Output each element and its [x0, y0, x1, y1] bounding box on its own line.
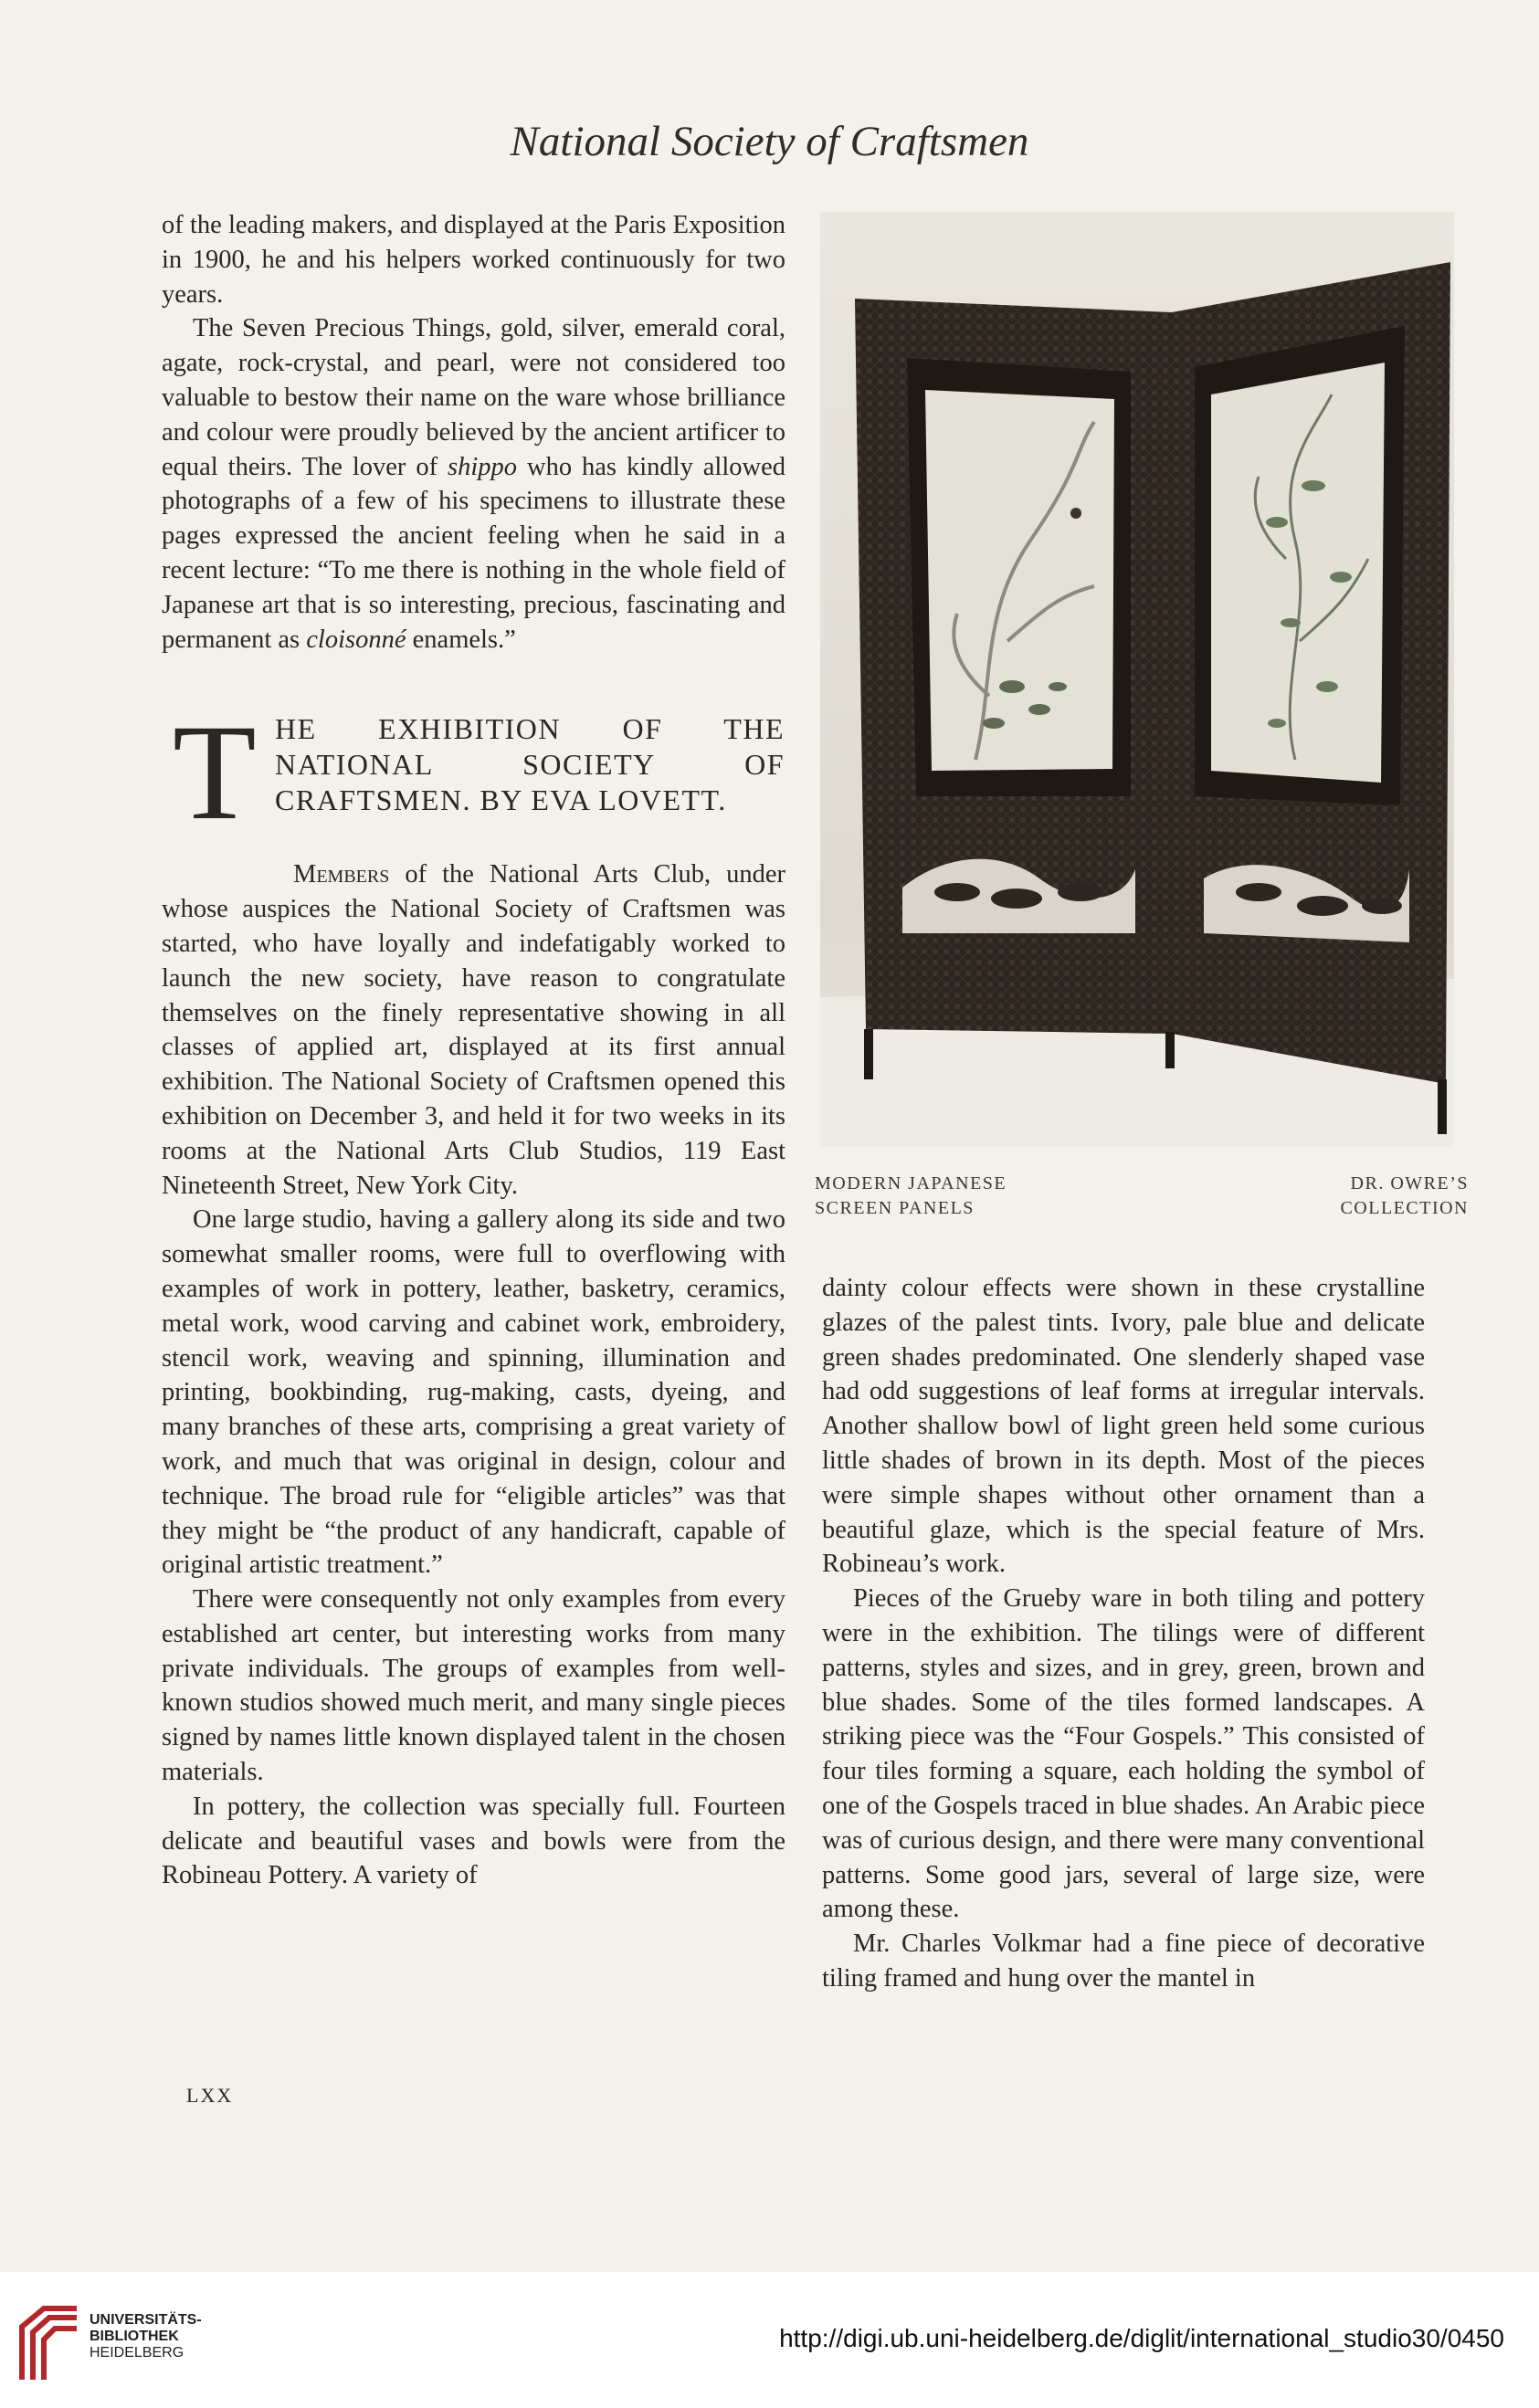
figure-caption-right: DR. OWRE’S COLLECTION	[1340, 1173, 1469, 1218]
drop-cap: T	[173, 697, 257, 849]
paragraph: There were consequently not only examples from every established art center, but interesting works from many private individuals. The groups of examples from well-known studios showed much merit, and many single pieces signed by names little known displayed talent in the chosen materials.	[162, 1585, 785, 1787]
paragraph: In pottery, the collection was specially full. Fourteen delicate and beautiful vases and bowls were from the Robineau Pottery. A variety of	[162, 1792, 785, 1890]
italic-term: cloisonné	[306, 625, 406, 654]
paragraph: One large studio, having a gallery along its side and two somewhat smaller rooms, were full to overflowing with examples of work in pottery, leather, basketry, ceramics, metal work, wood carving and cabinet work, embroidery, stencil work, weaving and spinning, illumination and printing, bookbinding, rug-making, casts, dyeing, and many branches of these arts, comprising a great variety of work, and much that was original in design, colour and technique. The broad rule for “eligible articles” was that they might be “the product of any handicraft, capable of original artistic treatment.”	[162, 1205, 785, 1580]
lead-word: Members	[293, 860, 390, 889]
figure-caption-left: MODERN JAPANESE SCREEN PANELS	[815, 1173, 1007, 1218]
paragraph: dainty colour effects were shown in these crystalline glazes of the palest tints. Ivory, pale blue and delicate green shades predominated. One slenderly shaped vase had odd suggestions of leaf forms at irregular intervals. Another shallow bowl of light green held some curious little shades of brown in its depth. Most of the pieces were simple shapes without other ornament than a beautiful glaze, which is the special feature of Mrs. Robineau’s work.	[822, 1274, 1425, 1579]
running-title: National Society of Craftsmen	[510, 118, 1029, 165]
folding-screen-illustration	[820, 212, 1454, 1147]
right-panel-painting	[1211, 363, 1385, 783]
screen-photograph	[820, 212, 1454, 1147]
left-panel-painting	[925, 390, 1114, 771]
library-name: UNIVERSITÄTS- BIBLIOTHEK HEIDELBERG	[90, 2312, 202, 2361]
library-logo-icon	[16, 2303, 82, 2385]
italic-term: shippo	[448, 452, 518, 481]
article-heading	[162, 697, 785, 849]
paragraph: The Seven Precious Things, gold, silver, emerald coral, agate, rock-crystal, and pearl, were not considered too valuable to bestow their name on the ware whose brilliance and colour were proudly believed by the ancient artificer to equal theirs. The lover of shippo who has kindly allowed photographs of a few of his specimens to illustrate these pages expressed the ancient feeling when he said in a recent lecture: “To me there is nothing in the whole field of Japanese art that is so interesting, precious, fascinating and permanent as cloisonné enamels.”	[162, 314, 785, 654]
digitization-footer	[0, 2272, 1539, 2408]
source-url-link[interactable]: http://digi.ub.uni-heidelberg.de/diglit/international_studio30/0450	[779, 2324, 1504, 2352]
left-column	[162, 208, 785, 1893]
paragraph: of the leading makers, and displayed at the Paris Exposition in 1900, he and his helpers worked continuously for two years.	[162, 211, 785, 309]
right-column	[822, 1271, 1425, 1996]
paragraph: Mr. Charles Volkmar had a fine piece of decorative tiling framed and hung over the mantel in	[822, 1930, 1425, 1993]
page-number: LXX	[186, 2084, 234, 2107]
paragraph: Pieces of the Grueby ware in both tiling and pottery were in the exhibition. The tilings were of different patterns, styles and sizes, and in grey, green, brown and blue shades. Some of the tiles formed landscapes. A striking piece was the “Four Gospels.” This consisted of four tiles forming a square, each holding the symbol of one of the Gospels traced in blue shades. An Arabic piece was of curious design, and there were many conventional patterns. Some good jars, several of large size, were among these.	[822, 1584, 1425, 1924]
article-title: HE EXHIBITION OF THE NATIONAL SOCIETY OF CRAFTSMEN. BY EVA LOVETT.	[275, 712, 785, 817]
paragraph: Members of the National Arts Club, under whose auspices the National Society of Craftsmen was started, who have loyally and indefatigably worked to launch the new society, have reason to congratulate themselves on the finely representative showing in all classes of applied art, displayed at its first annual exhibition. The National Society of Craftsmen opened this exhibition on December 3, and held it for two weeks in its rooms at the National Arts Club Studios, 119 East Nineteenth Street, New York City.	[162, 860, 785, 1200]
